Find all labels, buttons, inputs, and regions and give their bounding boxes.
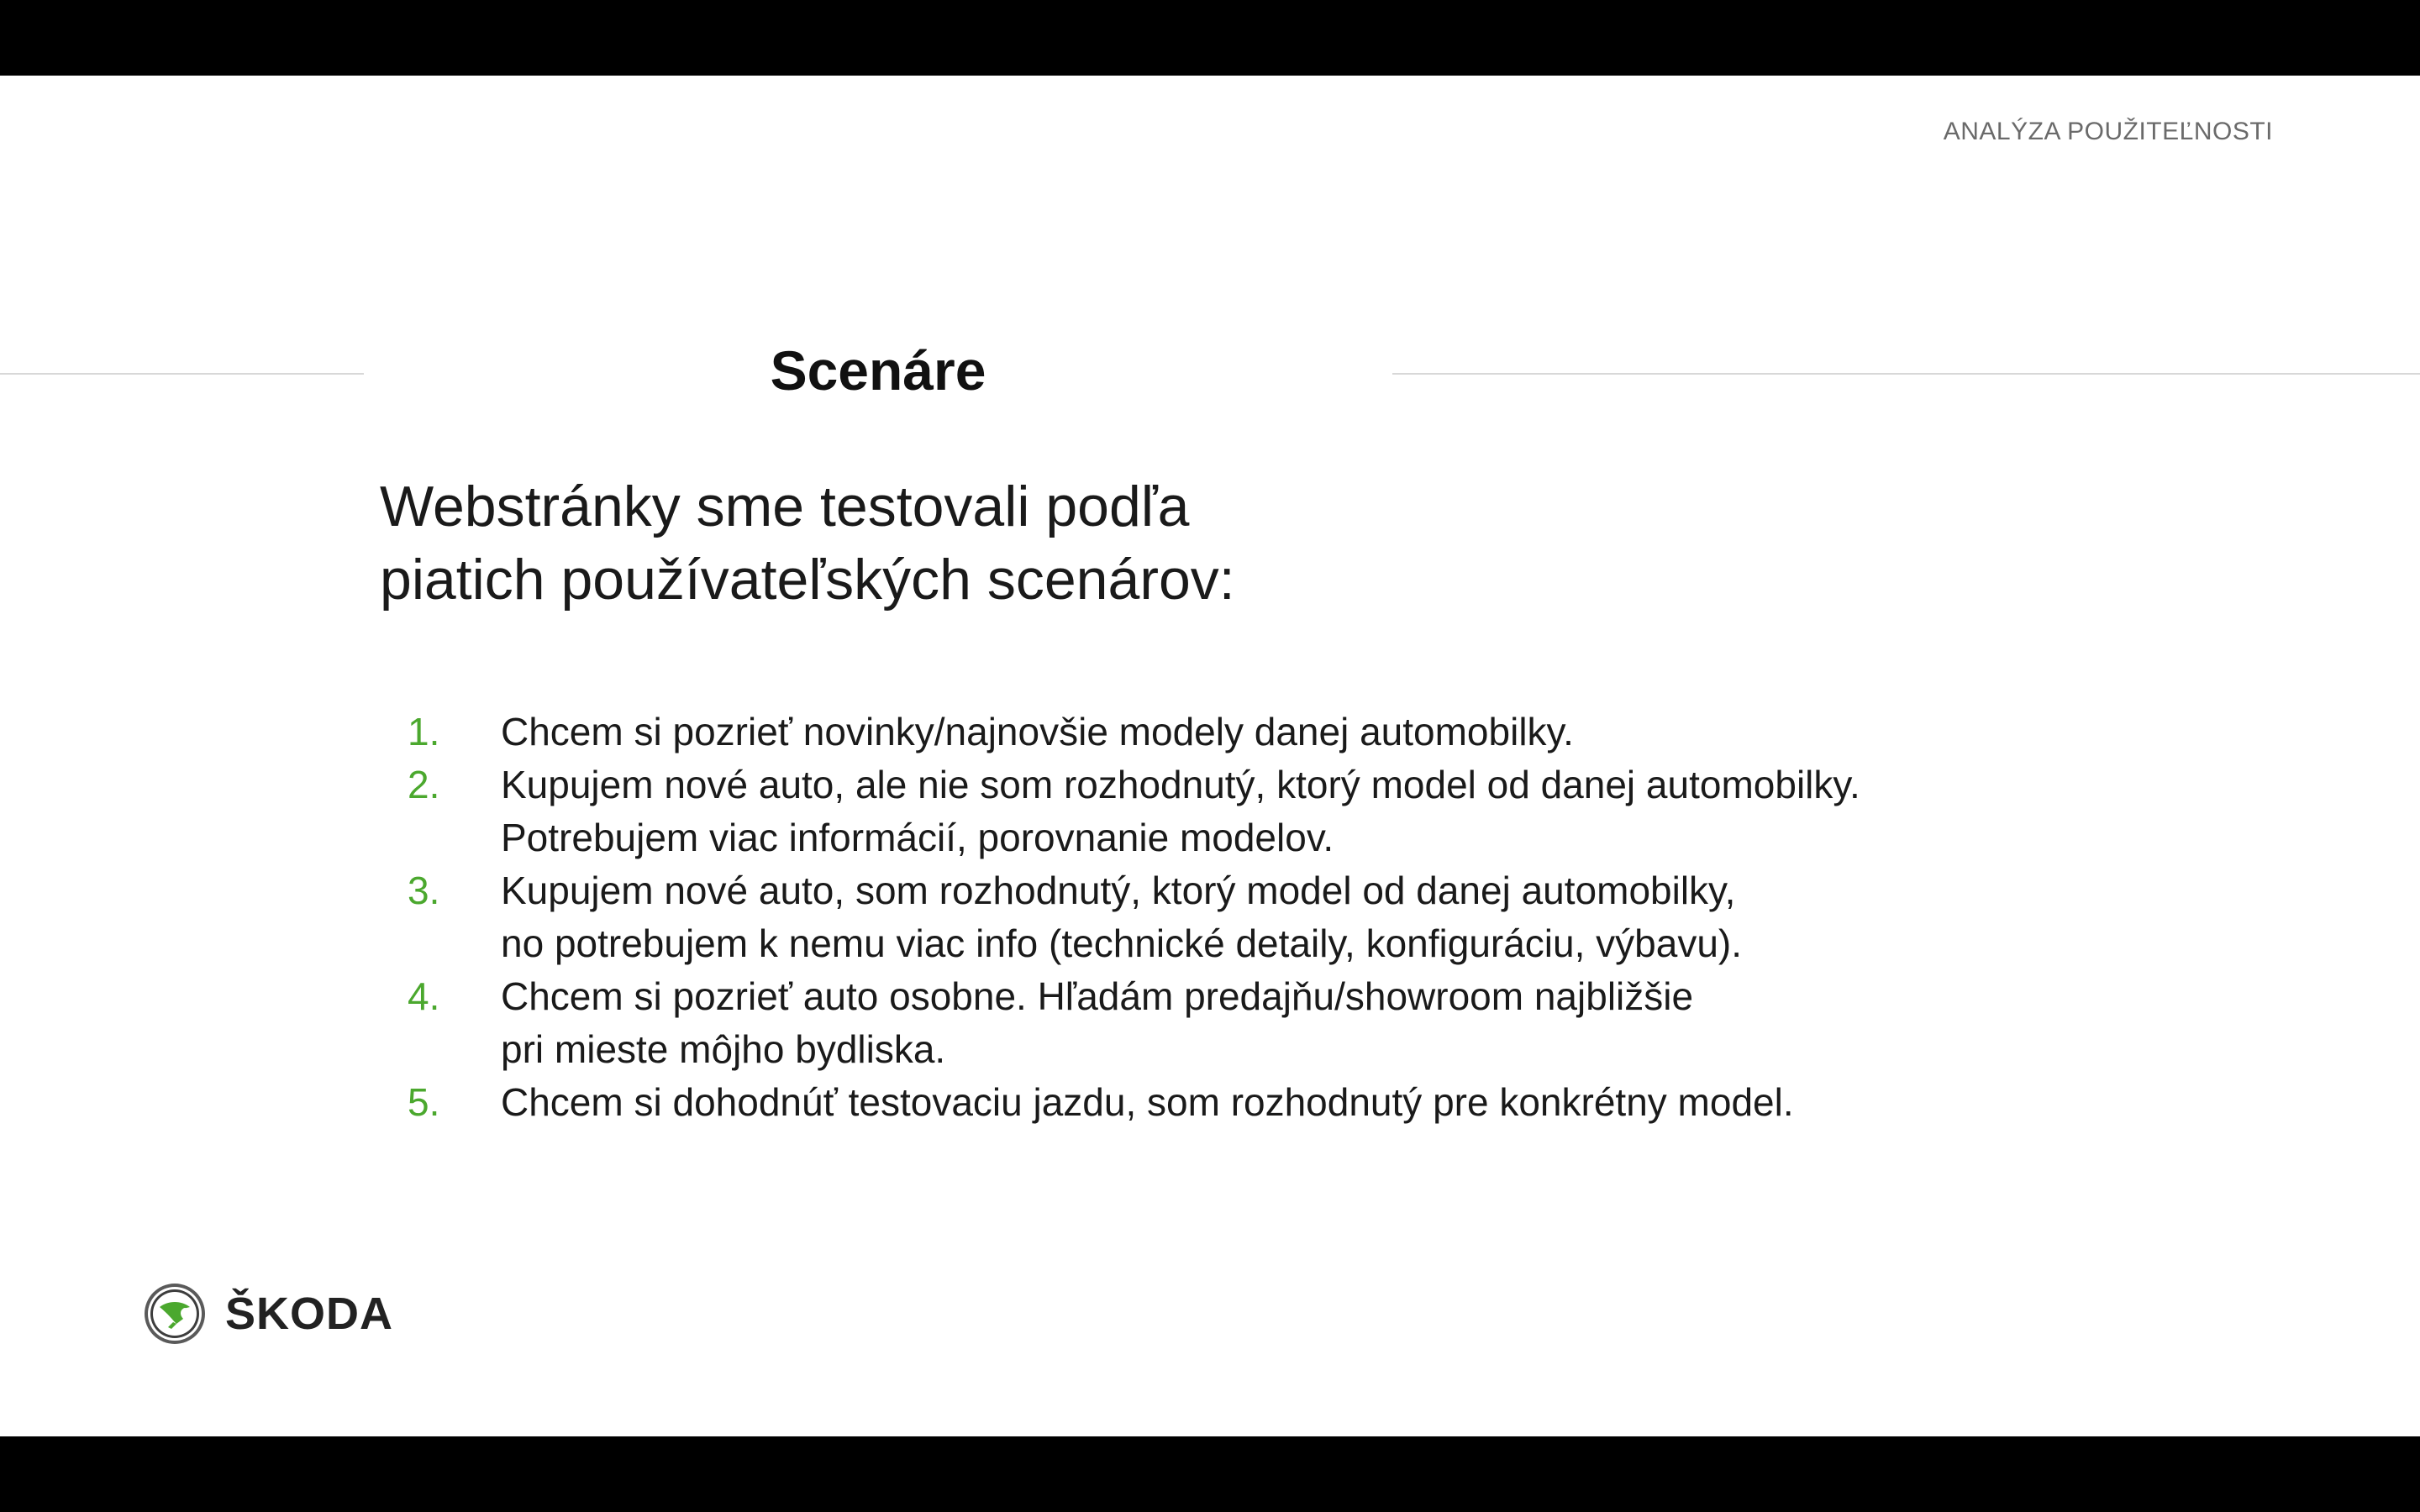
scenario-item bbox=[403, 864, 2084, 970]
lead-line: piatich používateľských scenárov: bbox=[380, 548, 1235, 612]
scenario-text: Chcem si pozrieť auto osobne. Hľadám predajňu/showroom najbližšie bbox=[501, 974, 1694, 1018]
scenario-text: Chcem si pozrieť novinky/najnovšie modely danej automobilky. bbox=[501, 710, 1574, 753]
logo-wordmark: ŠKODA bbox=[225, 1289, 394, 1339]
scenario-text: no potrebujem k nemu viac info (technické detaily, konfiguráciu, výbavu). bbox=[501, 921, 1743, 965]
skoda-logo bbox=[143, 1280, 393, 1347]
title-rule-right bbox=[1392, 373, 2420, 375]
scenario-text: Kupujem nové auto, ale nie som rozhodnutý, ktorý model od danej automobilky. bbox=[501, 763, 1860, 806]
slide-title: Scenáre bbox=[770, 339, 986, 402]
scenario-text: Kupujem nové auto, som rozhodnutý, ktorý model od danej automobilky, bbox=[501, 869, 1736, 912]
scenario-item bbox=[403, 970, 2084, 1076]
scenario-item bbox=[403, 759, 2084, 864]
letterbox-bottom bbox=[0, 1436, 2420, 1512]
scenario-number: 4. bbox=[408, 974, 440, 1018]
scenario-text: Potrebujem viac informácií, porovnanie modelov. bbox=[501, 816, 1334, 859]
header-label: ANALÝZA POUŽITEĽNOSTI bbox=[1943, 118, 2273, 145]
scenario-number: 5. bbox=[408, 1080, 440, 1124]
letterbox-top bbox=[0, 0, 2420, 76]
title-rule-left bbox=[0, 373, 364, 375]
scenario-number: 3. bbox=[408, 869, 440, 912]
scenario-number: 2. bbox=[408, 763, 440, 806]
lead-text bbox=[380, 470, 1556, 617]
scenario-item bbox=[403, 1076, 2084, 1129]
scenario-text: pri mieste môjho bydliska. bbox=[501, 1027, 946, 1071]
scenario-number: 1. bbox=[408, 710, 440, 753]
skoda-arrow-emblem-icon bbox=[143, 1282, 207, 1346]
scenario-list bbox=[403, 706, 2084, 1129]
scenario-item bbox=[403, 706, 2084, 759]
lead-line: Webstránky sme testovali podľa bbox=[380, 475, 1190, 538]
slide bbox=[0, 76, 2420, 1436]
scenario-text: Chcem si dohodnúť testovaciu jazdu, som rozhodnutý pre konkrétny model. bbox=[501, 1080, 1794, 1124]
